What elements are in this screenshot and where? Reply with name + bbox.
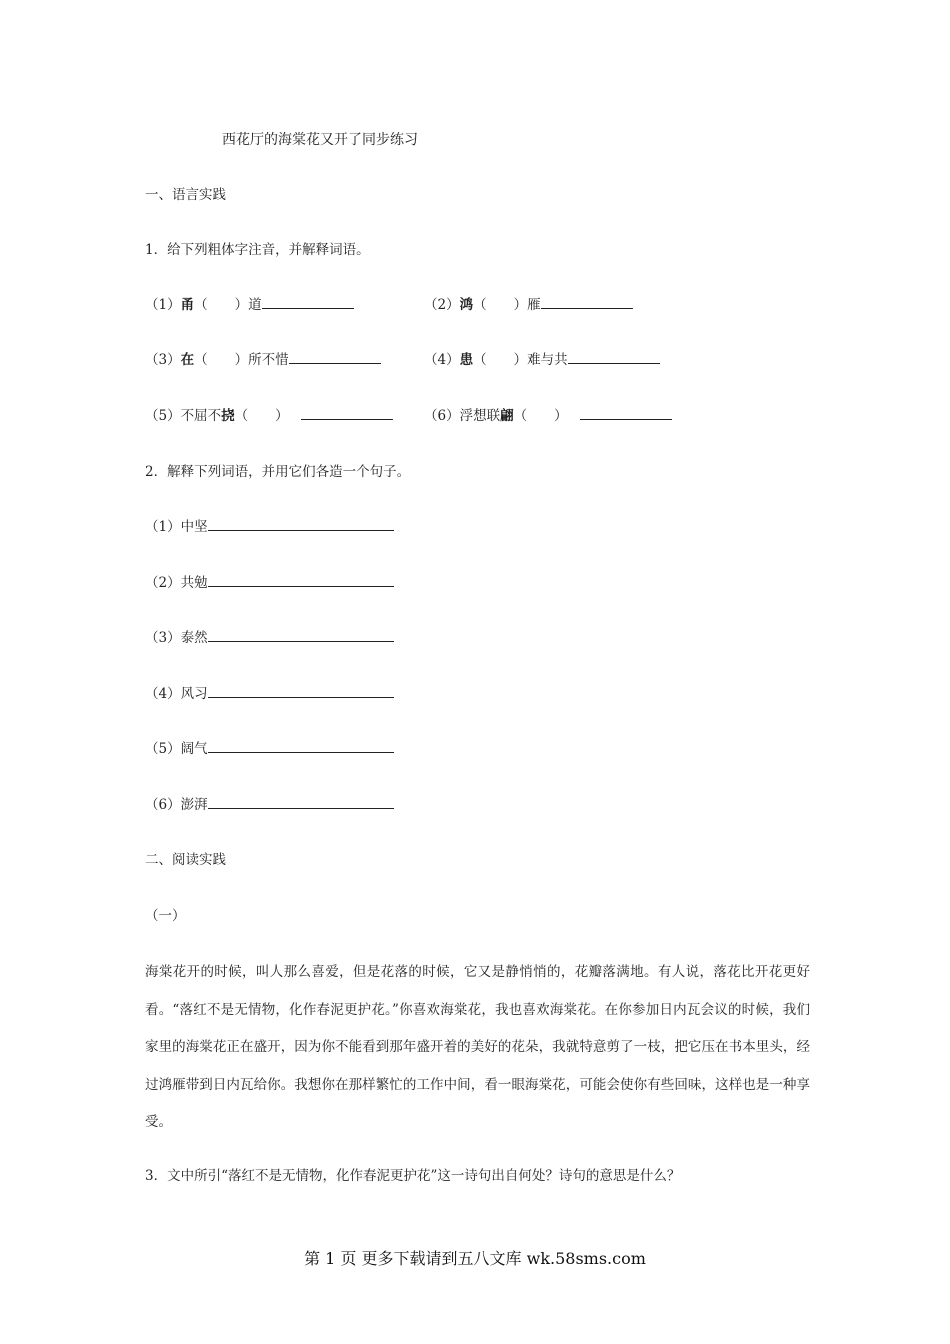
word-rest: 所不惜: [248, 352, 289, 368]
bold-character: 甬: [180, 297, 195, 313]
page-title: 西花厅的海棠花又开了同步练习: [222, 132, 418, 148]
item-number: （3）: [145, 630, 181, 646]
item-number: （5）: [145, 408, 181, 424]
item-number: （2）: [424, 297, 460, 313]
vocab-word: 中坚: [180, 519, 208, 535]
answer-line[interactable]: [262, 294, 354, 309]
q2-item-5: [145, 737, 394, 757]
answer-line[interactable]: [301, 405, 393, 420]
q2-item-4: [145, 682, 394, 702]
item-number: （1）: [145, 519, 181, 535]
q1-item-4: [424, 348, 660, 368]
item-number: （4）: [424, 352, 460, 368]
word-prefix: 不屈不: [180, 408, 222, 424]
pinyin-blank[interactable]: （ ）: [234, 408, 289, 424]
question-1-prompt: 1．给下列粗体字注音，并解释词语。: [145, 242, 370, 258]
item-number: （6）: [145, 797, 181, 813]
answer-line[interactable]: [208, 794, 394, 809]
item-number: （1）: [145, 297, 181, 313]
word-prefix: 浮想联: [459, 408, 501, 424]
q1-item-6: [424, 404, 672, 424]
answer-line[interactable]: [580, 405, 672, 420]
pinyin-blank[interactable]: （ ）: [194, 352, 249, 368]
question-2-prompt: 2．解释下列词语，并用它们各造一个句子。: [145, 464, 411, 480]
pinyin-blank[interactable]: （ ）: [194, 297, 249, 313]
vocab-word: 泰然: [180, 630, 208, 646]
q1-item-3: [145, 348, 381, 368]
section-heading-language-practice: 一、语言实践: [145, 187, 226, 203]
answer-line[interactable]: [541, 294, 633, 309]
item-number: （4）: [145, 686, 181, 702]
answer-line[interactable]: [208, 516, 394, 531]
bold-character: 鸿: [459, 297, 474, 313]
page-footer: 第 1 页 更多下载请到五八文库 wk.58sms.com: [304, 1249, 646, 1268]
subsection-label: （一）: [145, 908, 186, 924]
answer-line[interactable]: [208, 572, 394, 587]
q2-item-6: [145, 793, 394, 813]
answer-line[interactable]: [289, 349, 381, 364]
answer-line[interactable]: [208, 627, 394, 642]
word-rest: 难与共: [527, 352, 568, 368]
pinyin-blank[interactable]: （ ）: [513, 408, 568, 424]
item-number: （6）: [424, 408, 460, 424]
pinyin-blank[interactable]: （ ）: [473, 297, 528, 313]
answer-line[interactable]: [208, 738, 394, 753]
word-rest: 道: [248, 297, 262, 313]
answer-line[interactable]: [208, 683, 394, 698]
q1-item-2: [424, 293, 633, 313]
vocab-word: 阔气: [180, 741, 208, 757]
bold-character: 患: [459, 352, 474, 368]
q2-item-2: [145, 571, 394, 591]
word-rest: 雁: [527, 297, 541, 313]
answer-line[interactable]: [568, 349, 660, 364]
bold-character: 在: [180, 352, 195, 368]
pinyin-blank[interactable]: （ ）: [473, 352, 528, 368]
item-number: （2）: [145, 575, 181, 591]
q1-item-5: [145, 404, 393, 424]
q1-item-1: [145, 293, 354, 313]
item-number: （5）: [145, 741, 181, 757]
question-3-prompt: 3．文中所引“落红不是无情物，化作春泥更护花”这一诗句出自何处？诗句的意思是什么？: [145, 1168, 681, 1184]
item-number: （3）: [145, 352, 181, 368]
q2-item-3: [145, 626, 394, 646]
bold-character: 挠: [221, 408, 235, 424]
vocab-word: 澎湃: [180, 797, 208, 813]
bold-character: 翩: [500, 408, 514, 424]
reading-passage: 海棠花开的时候，叫人那么喜爱，但是花落的时候，它又是静悄悄的，花瓣落满地。有人说，落花比开花更好看。“落红不是无情物，化作春泥更护花。”你喜欢海棠花，我也喜欢海棠花。在你参加日内瓦会议的时候，我们家里的海棠花正在盛开，因为你不能看到那年盛开着的美好的花朵，我就特意剪了一枝，把它压在书本里头，经过鸿雁带到日内瓦给你。我想你在那样繁忙的工作中间，看一眼海棠花，可能会使你有些回味，这样也是一种享受。: [145, 964, 810, 1130]
vocab-word: 风习: [180, 686, 208, 702]
section-heading-reading-practice: 二、阅读实践: [145, 852, 226, 868]
vocab-word: 共勉: [180, 575, 208, 591]
q2-item-1: [145, 515, 394, 535]
